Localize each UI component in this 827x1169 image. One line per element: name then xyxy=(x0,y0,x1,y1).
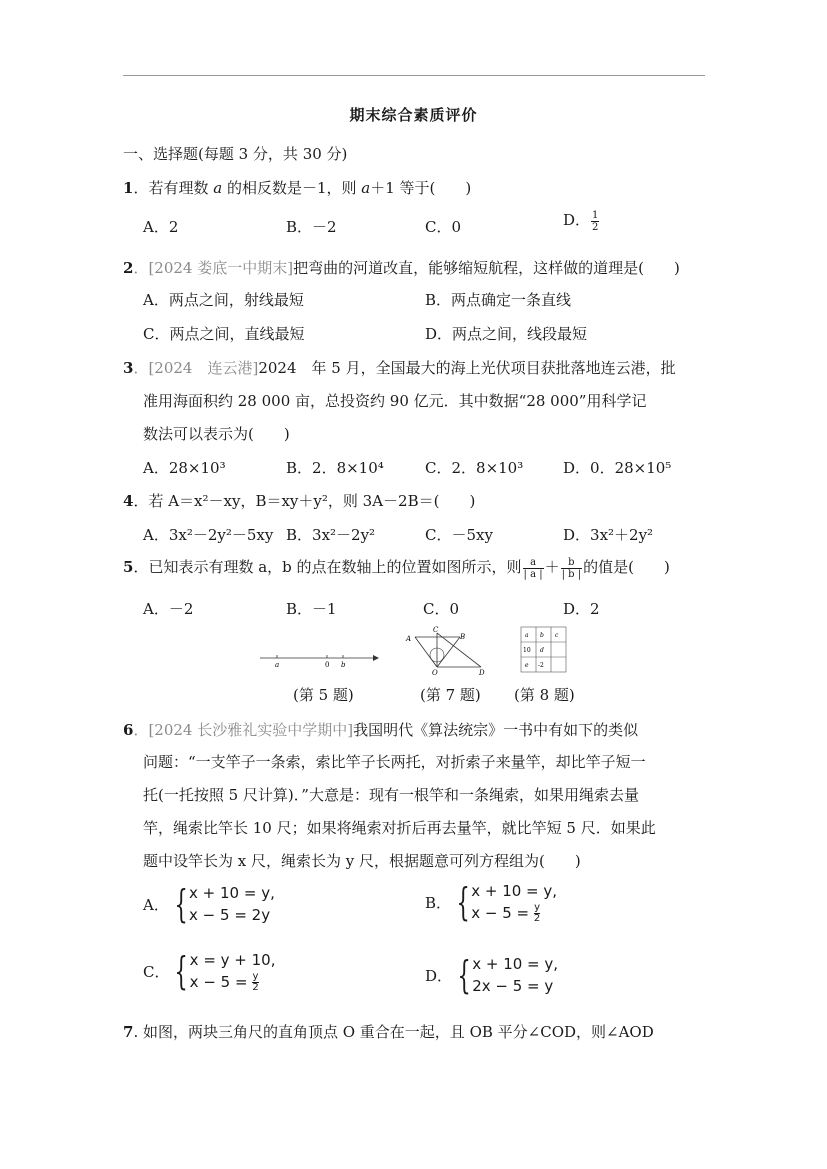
caption-fig8: (第 8 题) xyxy=(514,686,575,704)
option-a: A．3x²－2y²－5xy xyxy=(143,526,274,544)
option-a: A．2 xyxy=(143,218,179,236)
svg-text:D: D xyxy=(479,669,485,677)
option-d: D．两点之间，线段最短 xyxy=(425,325,588,343)
question-6-line: 题中设竿长为 x 尺，绳索长为 y 尺，根据题意可列方程组为( ) xyxy=(143,852,581,870)
svg-text:a: a xyxy=(525,632,529,639)
option-a: A．两点之间，射线最短 xyxy=(143,291,304,309)
question-6: 6．[2024 长沙雅礼实验中学期中]我国明代《算法统宗》一书中有如下的类似 xyxy=(123,721,639,739)
source-tag: ．[2024 连云港] xyxy=(133,359,259,377)
fraction: $\frac{a}{| a |}$ xyxy=(523,556,543,580)
brace-icon: { xyxy=(456,880,470,924)
brace-icon: { xyxy=(457,953,471,997)
section-heading: 一、选择题(每题 3 分，共 30 分) xyxy=(123,145,348,163)
question-number: 2 xyxy=(123,259,134,277)
label-0: 0 xyxy=(325,661,330,669)
question-6-line: 竿，绳索比竿长 10 尺；如果将绳索对折后再去量竿，就比竿短 5 尺．如果此 xyxy=(143,819,656,837)
question-1: 1．若有理数 a 的相反数是－1，则 a＋1 等于( ) xyxy=(123,179,472,197)
svg-text:b: b xyxy=(540,632,544,639)
question-5: 5．已知表示有理数 a，b 的点在数轴上的位置如图所示，则 $\frac{a}{| a |}$ ＋ $\frac{b}{| b |}$ 的值是( ) xyxy=(123,556,670,580)
caption-fig5: (第 5 题) xyxy=(293,686,354,704)
question-3-line: 准用海面积约 28 000 亩，总投资约 90 亿元．其中数据“28 000”用科学记 xyxy=(143,392,647,410)
svg-text:A: A xyxy=(406,635,412,643)
caption-fig7: (第 7 题) xyxy=(420,686,481,704)
svg-text:d: d xyxy=(540,647,544,654)
option-a: A． { x + 10 = y, x − 5 = 2y xyxy=(143,882,275,926)
number-line-figure xyxy=(260,655,379,669)
source-tag: ．[2024 娄底一中期末] xyxy=(133,259,294,277)
source-tag: ．[2024 长沙雅礼实验中学期中] xyxy=(133,721,354,739)
question-7: 7. 如图，两块三角尺的直角顶点 O 重合在一起，且 OB 平分∠COD，则∠AOD xyxy=(123,1023,654,1041)
option-d: D．3x²＋2y² xyxy=(563,526,654,544)
question-number: 4 xyxy=(123,492,134,510)
svg-text:c: c xyxy=(555,632,559,639)
svg-text:C: C xyxy=(433,626,439,634)
option-c: C．0 xyxy=(423,600,460,618)
option-b: B．3x²－2y² xyxy=(286,526,376,544)
question-3: 3．[2024 连云港]2024 年 5 月，全国最大的海上光伏项目获批落地连云港，批 xyxy=(123,359,676,377)
question-number: 3 xyxy=(123,359,134,377)
question-3-line: 数法可以表示为( ) xyxy=(143,425,290,443)
option-c: C．0 xyxy=(425,218,462,236)
figures xyxy=(255,625,585,680)
fraction: $\frac{1}{2}$ xyxy=(592,209,599,233)
triangle-figure xyxy=(405,626,485,677)
option-c: C．－5xy xyxy=(425,526,493,544)
brace-icon: { xyxy=(174,882,188,926)
svg-text:B: B xyxy=(460,633,466,641)
svg-text:e: e xyxy=(525,662,529,669)
question-number: 5 xyxy=(123,558,134,576)
option-c: C．2．8×10³ xyxy=(425,459,524,477)
option-b: B． { x + 10 = y, x − 5 = $\frac{y}{2}$ xyxy=(425,880,558,924)
svg-text:-2: -2 xyxy=(538,662,544,669)
option-d: D．2 xyxy=(563,600,600,618)
brace-icon: { xyxy=(174,949,189,993)
option-a: A．－2 xyxy=(143,600,194,618)
option-b: B．－2 xyxy=(286,218,337,236)
label-a: a xyxy=(275,661,280,669)
top-rule xyxy=(123,75,705,76)
option-d: D． $\frac{1}{2}$ xyxy=(563,209,599,233)
question-number: 6 xyxy=(123,721,134,739)
svg-text:O: O xyxy=(432,669,438,677)
option-d: D．0．28×10⁵ xyxy=(563,459,672,477)
question-4: 4．若 A＝x²－xy，B＝xy＋y²，则 3A－2B＝( ) xyxy=(123,492,476,510)
option-b: B．2．8×10⁴ xyxy=(286,459,384,477)
option-c: C．两点之间，直线最短 xyxy=(143,325,305,343)
question-2: 2．[2024 娄底一中期末]把弯曲的河道改直，能够缩短航程，这样做的道理是( ) xyxy=(123,259,680,277)
question-6-line: 托(一托按照 5 尺计算)．”大意是：现有一根竿和一条绳索，如果用绳索去量 xyxy=(143,786,639,804)
option-c: C． { x = y + 10, x − 5 = $\frac{y}{2}$ xyxy=(143,949,276,993)
fraction: $\frac{b}{| b |}$ xyxy=(561,556,582,580)
option-d: D． { x + 10 = y, 2x − 5 = y xyxy=(425,953,559,997)
option-b: B．两点确定一条直线 xyxy=(425,291,572,309)
question-6-line: 问题：“一支竿子一条索，索比竿子长两托，对折索子来量竿，却比竿子短一 xyxy=(143,753,646,771)
option-b: B．－1 xyxy=(286,600,337,618)
svg-text:10: 10 xyxy=(523,647,531,654)
question-number: 1 xyxy=(123,179,134,197)
question-number: 7 xyxy=(123,1023,134,1041)
option-a: A．28×10³ xyxy=(143,459,226,477)
grid-figure xyxy=(521,627,566,672)
label-b: b xyxy=(341,661,346,669)
page-title: 期末综合素质评价 xyxy=(349,106,478,124)
